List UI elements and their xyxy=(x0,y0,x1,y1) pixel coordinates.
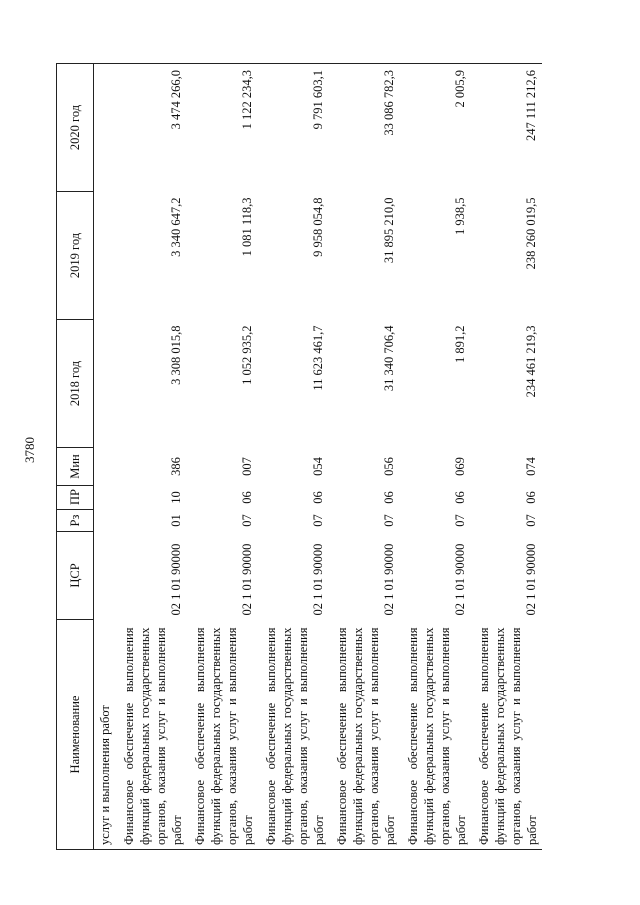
row-2018: 3 308 015,8 xyxy=(169,325,183,385)
row-csr: 02 1 01 90000 xyxy=(311,543,325,616)
row-csr: 02 1 01 90000 xyxy=(169,543,183,616)
header-2019: 2019 год xyxy=(57,192,94,320)
table-row xyxy=(187,64,258,850)
row-rz: 01 xyxy=(169,514,183,527)
header-min: Мин xyxy=(57,448,94,486)
row-name: Финансовое обеспечение выполнения функций федеральных государственных органов, оказания услуг и выполнения работ xyxy=(329,620,400,850)
row-name: Финансовое обеспечение выполнения функций федеральных государственных органов, оказания услуг и выполнения работ xyxy=(400,620,471,850)
row-2019: 31 895 210,0 xyxy=(382,197,396,264)
row-2019: 238 260 019,5 xyxy=(524,197,538,270)
header-csr: ЦСР xyxy=(57,532,94,620)
row-rz: 07 xyxy=(453,514,467,527)
row-name: Финансовое обеспечение выполнения функций федеральных государственных органов, оказания услуг и выполнения работ xyxy=(471,620,542,850)
row-min: 054 xyxy=(311,457,325,476)
row-2019: 9 958 054,8 xyxy=(311,197,325,257)
row-pr: 10 xyxy=(169,491,183,504)
continuation-text: услуг и выполнения работ xyxy=(94,620,117,850)
row-min: 056 xyxy=(382,457,396,476)
budget-table xyxy=(56,63,542,850)
row-2018: 1 891,2 xyxy=(453,325,467,363)
row-rz: 07 xyxy=(240,514,254,527)
row-2020: 2 005,9 xyxy=(400,64,471,192)
rotated-page-content xyxy=(56,64,616,850)
row-min: 069 xyxy=(453,457,467,476)
row-min: 386 xyxy=(169,457,183,476)
row-pr: 06 xyxy=(524,491,538,504)
table-header-row xyxy=(57,64,94,850)
row-2018: 234 461 219,3 xyxy=(524,325,538,398)
row-pr: 06 xyxy=(453,491,467,504)
row-min: 074 xyxy=(524,457,538,476)
row-pr: 06 xyxy=(311,491,325,504)
row-2018: 1 052 935,2 xyxy=(240,325,254,385)
row-rz: 07 xyxy=(311,514,325,527)
row-csr: 02 1 01 90000 xyxy=(382,543,396,616)
row-csr: 02 1 01 90000 xyxy=(240,543,254,616)
table-row xyxy=(258,64,329,850)
table-row xyxy=(329,64,400,850)
table-row xyxy=(400,64,471,850)
header-rz: Рз xyxy=(57,510,94,532)
row-2018: 31 340 706,4 xyxy=(382,325,396,392)
row-2019: 1 938,5 xyxy=(453,197,467,235)
row-rz: 07 xyxy=(382,514,396,527)
row-csr: 02 1 01 90000 xyxy=(524,543,538,616)
row-min: 007 xyxy=(240,457,254,476)
row-rz: 07 xyxy=(524,514,538,527)
row-pr: 06 xyxy=(382,491,396,504)
row-pr: 06 xyxy=(240,491,254,504)
table-row xyxy=(471,64,542,850)
row-csr: 02 1 01 90000 xyxy=(453,543,467,616)
page-number-text: 3780 xyxy=(22,437,37,463)
row-2018: 11 623 461,7 xyxy=(311,325,325,391)
header-pr: ПР xyxy=(57,486,94,510)
header-name: Наименование xyxy=(57,620,94,850)
header-2020: 2020 год xyxy=(57,64,94,192)
row-2019: 1 081 118,3 xyxy=(240,197,254,257)
header-2018: 2018 год xyxy=(57,320,94,448)
row-name: Финансовое обеспечение выполнения функций федеральных государственных органов, оказания услуг и выполнения работ xyxy=(116,620,187,850)
budget-table-region xyxy=(56,64,616,850)
row-2020: 3 474 266,0 xyxy=(116,64,187,192)
row-2020: 1 122 234,3 xyxy=(187,64,258,192)
table-row xyxy=(116,64,187,850)
continuation-row xyxy=(94,64,117,850)
page-number xyxy=(0,435,60,465)
row-2020: 9 791 603,1 xyxy=(258,64,329,192)
row-2020: 33 086 782,3 xyxy=(329,64,400,192)
row-2019: 3 340 647,2 xyxy=(169,197,183,257)
row-2020: 247 111 212,6 xyxy=(471,64,542,192)
row-name: Финансовое обеспечение выполнения функций федеральных государственных органов, оказания услуг и выполнения работ xyxy=(258,620,329,850)
row-name: Финансовое обеспечение выполнения функций федеральных государственных органов, оказания услуг и выполнения работ xyxy=(187,620,258,850)
